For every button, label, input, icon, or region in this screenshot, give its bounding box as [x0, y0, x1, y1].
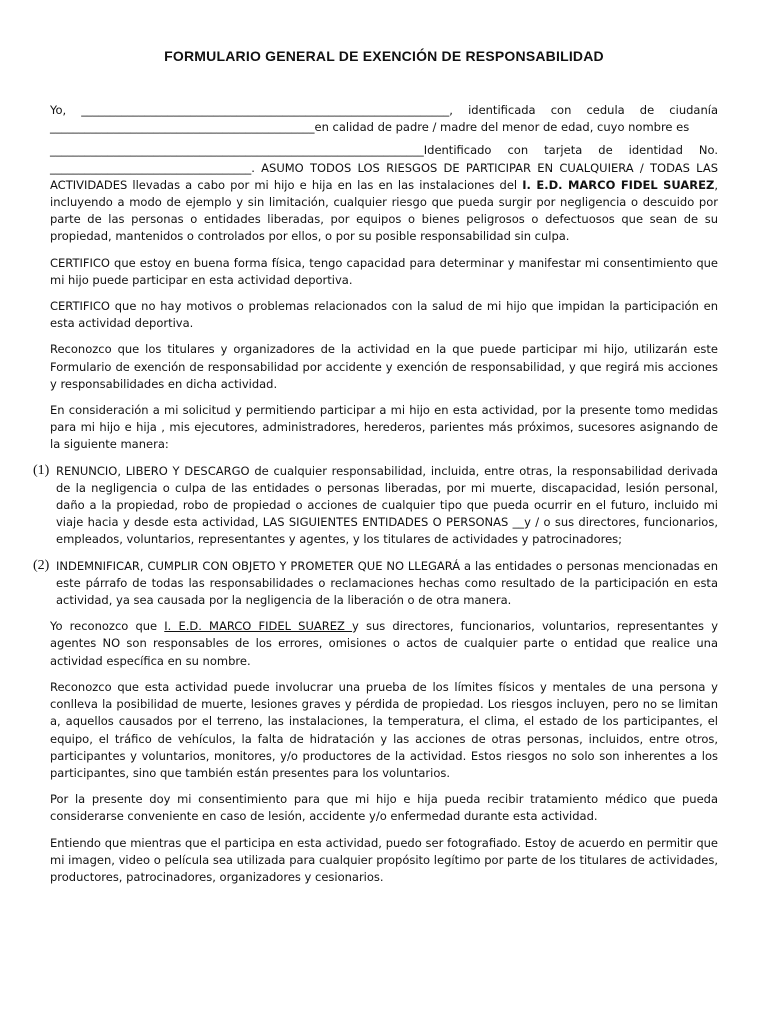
school-name-underlined: I. E.D. MARCO FIDEL SUAREZ	[164, 619, 353, 634]
paragraph-medical-consent: Por la presente doy mi consentimiento para que mi hijo e hija pueda recibir tratamiento médico que pueda considerarse conveniente en caso de lesión, accidente y/o enfermedad durante esta actividad.	[50, 792, 718, 824]
paragraph-not-responsible	[50, 618, 718, 670]
identification-text: _________________________________________________________________Identificado con tarjeta de identidad No. ___________________________________. ASUMO TODOS LOS RIESGOS DE PARTICIPAR EN CUALQUIERA / TODAS LAS ACTIVIDADES llevadas a cabo por mi hijo e hija en las en las instalaciones del	[50, 143, 718, 192]
paragraph-identification-b	[50, 142, 718, 245]
school-name: I. E.D. MARCO FIDEL SUAREZ	[522, 177, 715, 192]
indemnify-text: INDEMNIFICAR, CUMPLIR CON OBJETO Y PROMETER QUE NO LLEGARÁ a las entidades o personas mencionadas en este párrafo de todas las responsabilidades o reclamaciones hechas como resultado de la participación en esta actividad, ya sea causada por la negligencia de la liberación o de otra manera.	[56, 558, 718, 608]
release-text: RENUNCIO, LIBERO Y DESCARGO de cualquier responsabilidad, incluida, entre otras, la responsabilidad derivada de la negligencia o culpa de las entidades o personas liberadas, por mi muerte, discapacidad, lesión personal, daño a la propiedad, robo de propiedad o acciones de cualquier tipo que pueda ocurrir en el futuro, incluido mi viaje hacia y desde esta actividad, LAS SIGUIENTES ENTIDADES O PERSONAS __y / o sus directores, funcionarios, empleados, voluntarios, representantes y agentes, y los titulares de actividades y patrocinadores;	[56, 463, 718, 547]
document-body	[33, 102, 719, 895]
paragraph-fitness-certification: CERTIFICO que estoy en buena forma física, tengo capacidad para determinar y manifestar mi consentimiento que mi hijo puede participar en esta actividad deportiva.	[50, 255, 718, 287]
paragraph-image-consent: Entiendo que mientras que el participa en esta actividad, puedo ser fotografiado. Estoy de acuerdo en permitir que mi imagen, video o película sea utilizada para cualquier propósito legítimo por parte de los titulares de actividades, productores, patrocinadores, organizadores y cesionarios.	[50, 835, 718, 884]
not-responsible-lead: Yo reconozco que	[50, 619, 165, 634]
list-item-indemnify	[33, 557, 718, 610]
paragraph-consideration: En consideración a mi solicitud y permitiendo participar a mi hijo en esta actividad, por la presente tomo medidas para mi hijo e hija , mis ejecutores, administradores, herederos, parientes más próximos, sucesores asignando de la siguiente manera:	[50, 403, 718, 452]
list-item-release	[33, 462, 718, 549]
document-title: FORMULARIO GENERAL DE EXENCIÓN DE RESPONSABILIDAD	[164, 48, 604, 64]
paragraph-risks: Reconozco que esta actividad puede involucrar una prueba de los límites físicos y mentales de una persona y conlleva la posibilidad de muerte, lesiones graves y pérdida de propiedad. Los riesgos incluyen, pero no se limitan a, aquellos causados por el terreno, las instalaciones, la temperatura, el clima, el estado de los participantes, el equipo, el tráfico de vehículos, la falta de hidratación y las acciones de otras personas, incluidos, entre otros, participantes y voluntarios, monitores, y/o productores de la actividad. Estos riesgos no solo son inherentes a los participantes, sino que también están presentes para los voluntarios.	[50, 679, 718, 780]
paragraph-acknowledgement: Reconozco que los titulares y organizadores de la actividad en la que puede participar mi hijo, utilizarán este Formulario de exención de responsabilidad por accidente y exención de responsabilidad, y que regirá mis acciones y responsabilidades en dicha actividad.	[50, 342, 718, 391]
paragraph-identification-a: Yo, ________________________________________________________________, identificada con cedula de ciudanía ______________________________________________en calidad de padre / madre del menor de edad, cuyo nombre es	[50, 103, 718, 135]
paragraph-health-certification: CERTIFICO que no hay motivos o problemas relacionados con la salud de mi hijo que impidan la participación en esta actividad deportiva.	[50, 299, 718, 331]
list-number: (1)	[33, 462, 50, 478]
not-responsible-text: y sus directores, funcionarios, voluntarios, representantes y agentes NO son responsables de los errores, omisiones o actos de cualquier parte o entidad que realice una actividad específica en su nombre.	[50, 619, 718, 668]
risk-text: , incluyendo a modo de ejemplo y sin limitación, cualquier riesgo que pueda surgir por negligencia o descuido por parte de las personas o entidades liberadas, por equipos o bienes peligrosos o defectuosos que sean de su propiedad, mantenidos o controlados por ellos, o por su posible responsabilidad sin culpa.	[50, 177, 719, 244]
list-number: (2)	[33, 557, 50, 573]
